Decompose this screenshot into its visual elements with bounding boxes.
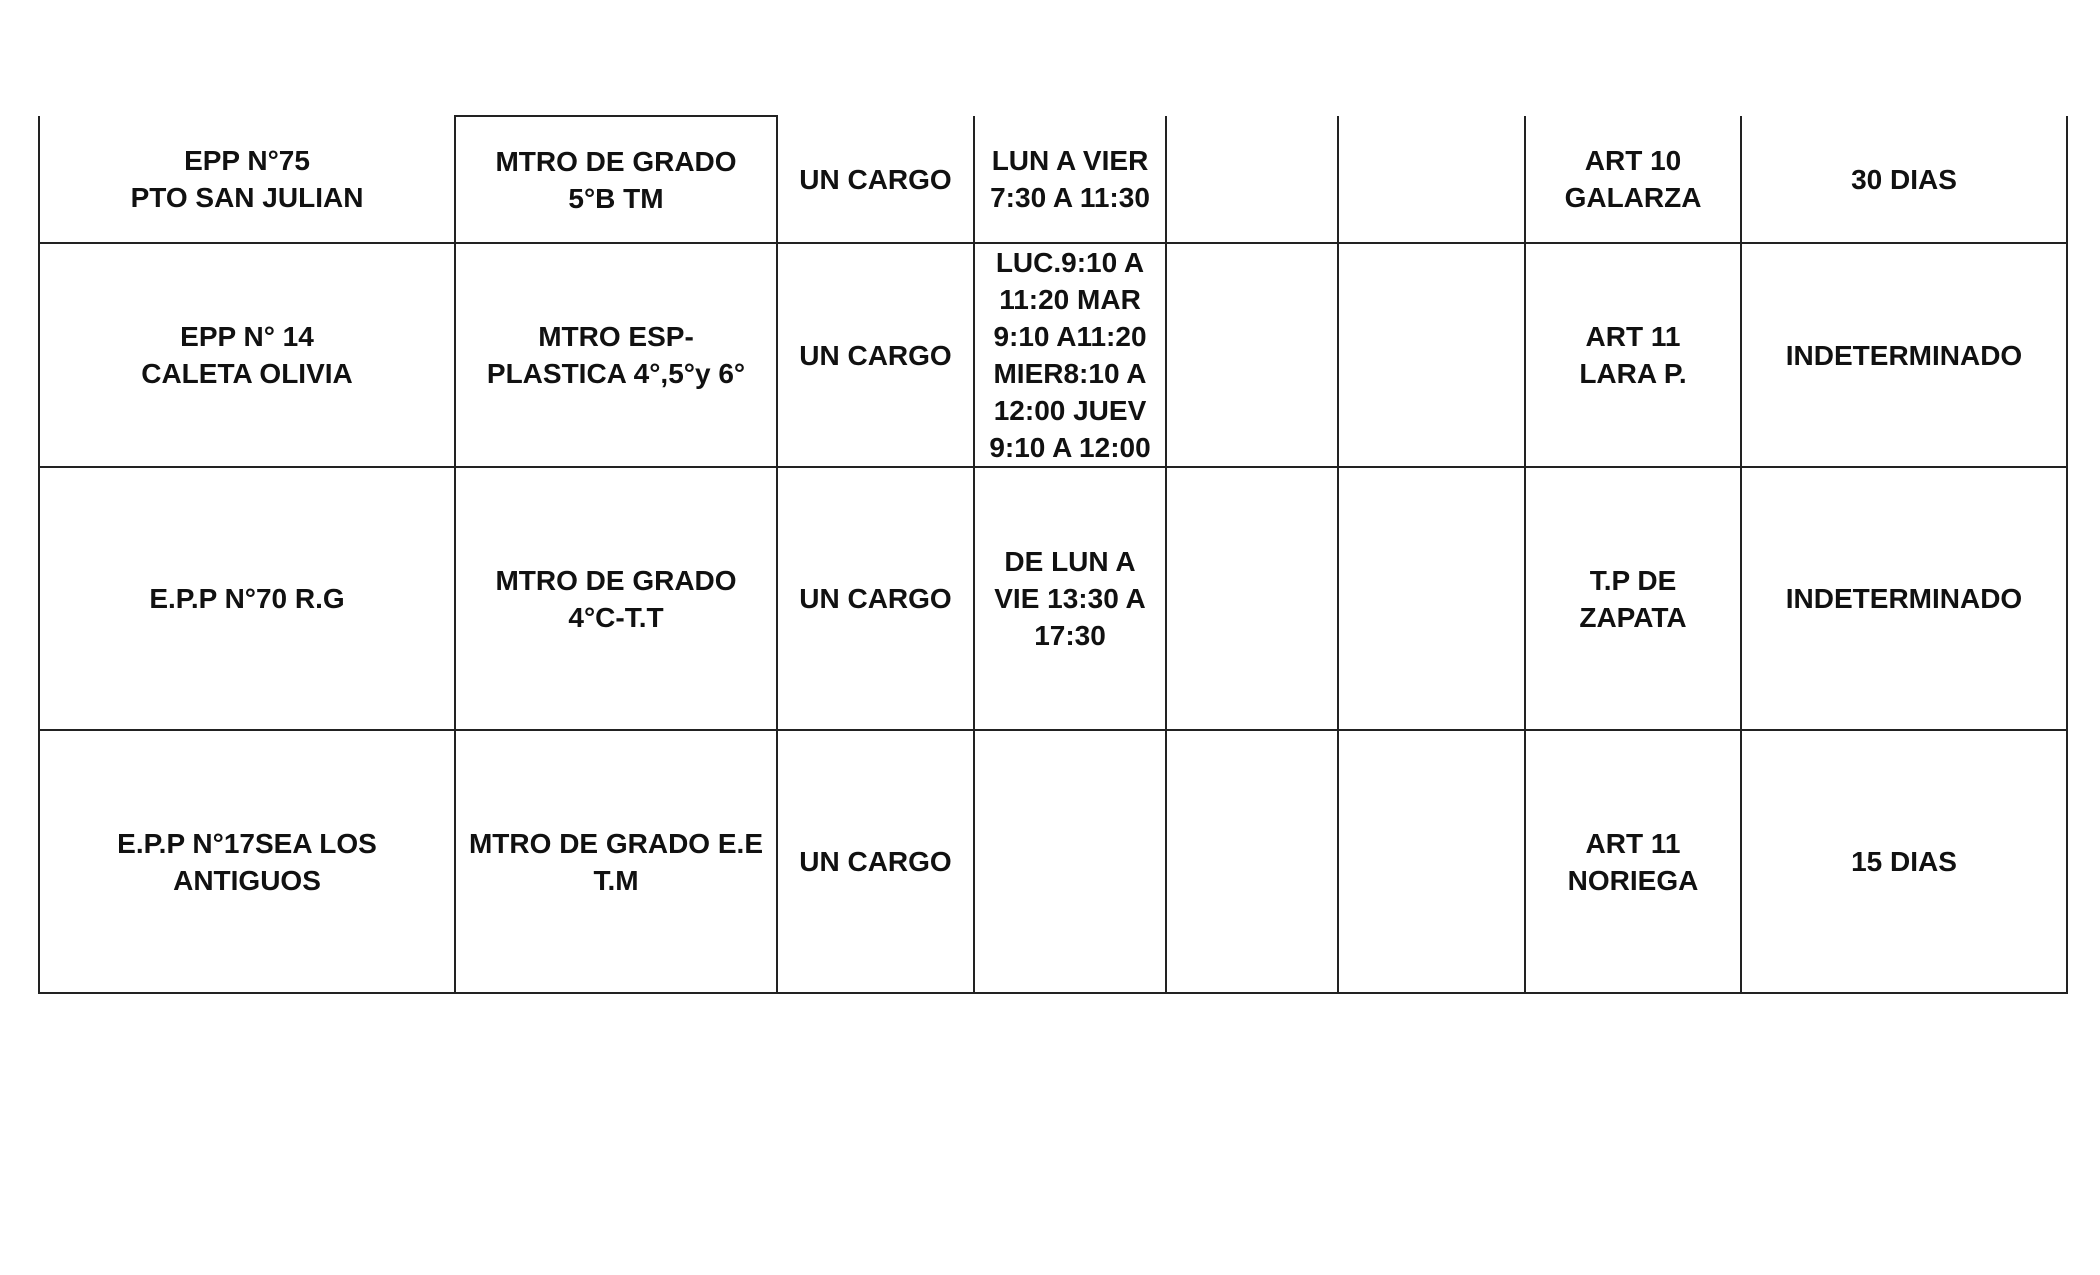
extra-cell-1: [1166, 243, 1338, 467]
article-cell: ART 11 LARA P.: [1525, 243, 1741, 467]
table-row: [39, 467, 2067, 730]
duration-cell: INDETERMINADO: [1741, 467, 2067, 730]
article-cell: ART 11 NORIEGA: [1525, 730, 1741, 993]
article-cell: T.P DE ZAPATA: [1525, 467, 1741, 730]
school-cell: EPP N° 14 CALETA OLIVIA: [39, 243, 455, 467]
table-row: [39, 116, 2067, 243]
extra-cell-2: [1338, 467, 1525, 730]
table-row: [39, 730, 2067, 993]
schedule-cell: LUN A VIER 7:30 A 11:30: [974, 116, 1166, 243]
load-cell: UN CARGO: [777, 730, 974, 993]
position-cell: MTRO DE GRADO E.E T.M: [455, 730, 777, 993]
duration-cell: 30 DIAS: [1741, 116, 2067, 243]
extra-cell-1: [1166, 730, 1338, 993]
load-cell: UN CARGO: [777, 243, 974, 467]
duration-cell: INDETERMINADO: [1741, 243, 2067, 467]
table-row: [39, 243, 2067, 467]
position-cell: MTRO ESP- PLASTICA 4°,5°y 6°: [455, 243, 777, 467]
assignments-table: [38, 115, 2068, 994]
school-cell: E.P.P N°17SEA LOS ANTIGUOS: [39, 730, 455, 993]
school-cell: EPP N°75 PTO SAN JULIAN: [39, 116, 455, 243]
extra-cell-1: [1166, 116, 1338, 243]
schedule-cell: LUC.9:10 A 11:20 MAR 9:10 A11:20 MIER8:10 A 12:00 JUEV 9:10 A 12:00: [974, 243, 1166, 467]
extra-cell-1: [1166, 467, 1338, 730]
extra-cell-2: [1338, 243, 1525, 467]
schedule-cell: [974, 730, 1166, 993]
load-cell: UN CARGO: [777, 467, 974, 730]
extra-cell-2: [1338, 730, 1525, 993]
school-cell: E.P.P N°70 R.G: [39, 467, 455, 730]
article-cell: ART 10 GALARZA: [1525, 116, 1741, 243]
schedule-cell: DE LUN A VIE 13:30 A 17:30: [974, 467, 1166, 730]
duration-cell: 15 DIAS: [1741, 730, 2067, 993]
position-cell: MTRO DE GRADO 4°C-T.T: [455, 467, 777, 730]
load-cell: UN CARGO: [777, 116, 974, 243]
position-cell: MTRO DE GRADO 5°B TM: [455, 116, 777, 243]
extra-cell-2: [1338, 116, 1525, 243]
